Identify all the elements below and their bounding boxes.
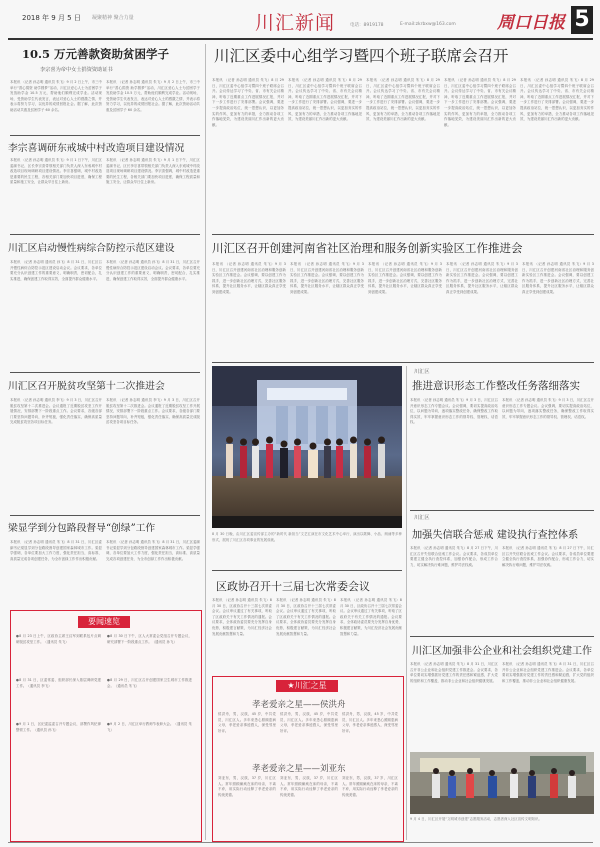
column-divider-right: [406, 366, 407, 840]
kicker-a10: 川汇区: [414, 515, 430, 521]
body-a6-col3: 本报讯 （记者 孙志明 通讯员 朱飞）8 月 29 日，川汇区委中心组学习暨四个班子联席会召开。会议传达学习了中央、省、市有关会议精神，听取了近期重点工作进展情况汇报，并对下一步工作进行了安排部署。会议强调，要进一步提高政治站位，统一思想认识，以更加务实的作风、更加有力的举措，全力推动各项工作落地见效，为建设美丽川汇作出新的更大贡献。: [366, 78, 440, 122]
headline-a7: 川汇区召开创建河南省社区治理和服务创新实验区工作推进会: [212, 241, 523, 255]
body-a11-col1: 本报讯 （记者 孙志明 通讯员 朱飞）8 月 31 日，川汇区召开非公企业和社会组织党建工作推进会。会议要求，各单位要切实增强抓好党建工作的责任感和紧迫感，扩大党的组织和工作覆盖，推动非公企业和社会组织健康发展。: [410, 662, 498, 683]
headline-a4: 川汇区召开脱贫攻坚第十二次推进会: [8, 381, 165, 392]
body-a7-col1: 本报讯 （记者 孙志明 通讯员 朱飞）9 月 3 日，川汇区召开创建河南省社区治理和服务创新实验区工作推进会。会议强调，要以创建工作为抓手，进一步创新社区治理方式，完善社区服务体系，提升社区服务水平，让辖区群众真正享受到创建成果。: [212, 262, 286, 294]
body-a6-col4: 本报讯 （记者 孙志明 通讯员 朱飞）8 月 29 日，川汇区委中心组学习暨四个班子联席会召开。会议传达学习了中央、省、市有关会议精神，听取了近期重点工作进展情况汇报，并对下一步工作进行了安排部署。会议强调，要进一步提高政治站位，统一思想认识，以更加务实的作风、更加有力的举措，全力推动各项工作落地见效，为建设美丽川汇作出新的更大贡献。: [444, 78, 516, 127]
rule-a7: [212, 362, 594, 363]
star-item-2-body-col2: 刘亚东，男，汉族，37 岁，川汇区人。常年照顾瘫痪在床的母亲，不离不弃，用实际行动诠释了孝老爱亲的传统美德。: [280, 776, 338, 797]
body-a7-col4: 本报讯 （记者 孙志明 通讯员 朱飞）9 月 3 日，川汇区召开创建河南省社区治理和服务创新实验区工作推进会。会议强调，要以创建工作为抓手，进一步创新社区治理方式，完善社区服务体系，提升社区服务水平，让辖区群众真正享受到创建成果。: [446, 262, 518, 294]
brief-item: ●8 月 23 日上午，区政协主席王汉军到联系包片点调研脱贫攻坚工作。（通讯员 朱飞）: [16, 634, 101, 644]
header-date: 2018 年 9 月 5 日: [22, 14, 81, 22]
star-item-1-title: 孝老爱亲之星——侯洪舟: [252, 700, 346, 710]
brief-item: ●8 月 29 日，川汇区召开创建国家卫生城市工作推进会。（通讯员 朱飞）: [107, 678, 192, 688]
brief-item: ●8 月 30 日下午，区人大常委会党组召开专题会议，研究部署下一阶段重点工作。（通讯员 孙飞）: [107, 634, 192, 644]
rule-a4: [10, 515, 200, 516]
star-item-1-body-col2: 侯洪舟，男，汉族，45 岁，中共党员，川汇区人。多年来悉心照顾患病父母，孝老爱亲事迹感人，深受邻里好评。: [280, 712, 338, 733]
header-email: E-mail:zkrbxw@163.com: [400, 22, 456, 27]
headline-a3: 川汇区启动慢性病综合防控示范区建设: [8, 243, 175, 254]
rule-a8: [212, 570, 402, 571]
page-number-badge: [571, 6, 593, 34]
body-a8-col2: 本报讯 （记者 孙志明 通讯员 朱飞）8 月 30 日，区政协召开十三届七次常委会议。会议审议通过了有关事项，听取了区政府关于有关工作情况的通报。会议要求，全体政协委员要充分发挥自身优势，积极建言献策，为川汇经济社会发展贡献智慧和力量。: [276, 598, 336, 636]
body-a3-col2: 本报讯 （记者 孙志明 通讯员 孙飞）8 月 31 日，川汇区召开慢性病综合防控示范区建设启动会议。会议要求，各单位要充分认识创建工作的重要意义，明确职责，密切配合，扎实推进，确保创建工作取得实效，全面提升群众健康水平。: [106, 260, 200, 281]
volunteer-photo-graphic: [410, 752, 594, 814]
headline-a11: 川汇区加强非公企业和社会组织党建工作: [412, 646, 592, 657]
body-a2-col1: 本报讯 （记者 孙志明 通讯员 朱飞）9 月 1 日下午，川汇区委副书记、区长李宗喜带领相关部门负责人深入东戒城中村改造项目现场调研项目建设情况。李宗喜强调，城中村改造是重要的民生工程，各相关部门要加快项目进度，确保工程质量和施工安全，让群众早日住上新房。: [10, 158, 102, 185]
rule-a3: [10, 372, 200, 373]
stage-performance-photo: [212, 366, 402, 528]
body-a10-col2: 本报讯 （记者 孙志明 通讯员 朱飞）8 月 27 日下午，川汇区召开失信联合惩戒工作会议。会议要求，各成员单位要建立健全执行查控体系，加强协作配合，形成工作合力，切实解决执行难问题，维护司法权威。: [502, 546, 594, 567]
body-a2-col2: 本报讯 （记者 孙志明 通讯员 朱飞）9 月 1 日下午，川汇区委副书记、区长李宗喜带领相关部门负责人深入东戒城中村改造项目现场调研项目建设情况。李宗喜强调，城中村改造是重要的民生工程，各相关部门要加快项目进度，确保工程质量和施工安全，让群众早日住上新房。: [106, 158, 200, 185]
brief-item: ●8 月 31 日，区委常委、组织部长深入基层调研党建工作。（通讯员 李飞）: [16, 678, 101, 688]
star-item-2-body-col1: 刘亚东，男，汉族，37 岁，川汇区人。常年照顾瘫痪在床的母亲，不离不弃，用实际行动诠释了孝老爱亲的传统美德。: [218, 776, 276, 797]
stage-photo-caption: 8 月 30 日晚，由川汇区委宣传部主办的“新时代 新担当”文艺汇演在市文化艺术中心举行，演出以歌舞、小品、朗诵等多种形式，展现了川汇区各项事业的发展成就。: [212, 532, 402, 542]
header-slogan: 凝聚精神 聚合力量: [92, 15, 134, 21]
rule-a10: [410, 636, 594, 637]
body-a8-col3: 本报讯 （记者 孙志明 通讯员 朱飞）8 月 30 日，区政协召开十三届七次常委会议。会议审议通过了有关事项，听取了区政府关于有关工作情况的通报。会议要求，全体政协委员要充分发挥自身优势，积极建言献策，为川汇经济社会发展贡献智慧和力量。: [340, 598, 402, 636]
star-item-2-body-col3: 刘亚东，男，汉族，37 岁，川汇区人。常年照顾瘫痪在床的母亲，不离不弃，用实际行动诠释了孝老爱亲的传统美德。: [342, 776, 398, 797]
rule-a6: [212, 234, 594, 235]
body-a3-col1: 本报讯 （记者 孙志明 通讯员 孙飞）8 月 31 日，川汇区召开慢性病综合防控示范区建设启动会议。会议要求，各单位要充分认识创建工作的重要意义，明确职责，密切配合，扎实推进，确保创建工作取得实效，全面提升群众健康水平。: [10, 260, 102, 281]
star-item-1-body-col1: 侯洪舟，男，汉族，45 岁，中共党员，川汇区人。多年来悉心照顾患病父母，孝老爱亲事迹感人，深受邻里好评。: [218, 712, 276, 733]
body-a5-col2: 本报讯 （记者 孙志明 通讯员 朱飞）8 月 31 日，川汇区委副书记梁显学到分包路段督导创建国家森林城市工作。梁显学强调，各单位要加大工作力度，强化责任担当，高标准、高质量完成各项创建任务，为全市创绿工作作出积极贡献。: [106, 540, 200, 561]
column-divider: [205, 44, 206, 840]
headline-a1: 10.5 万元善款资助贫困学子: [22, 47, 170, 61]
star-label: ★川汇之星: [276, 680, 338, 692]
body-a1-col1: 本报讯 （记者 孙志明 通讯员 朱飞）9 月 2 日上午，市三中举行“善心捐资 助学圆梦”活动，川汇区爱心人士为贫困学子发放助学金 10.5 万元，帮助他们顺利完成学业。活动现场，受资助学生代表发言，表达对爱心人士的感激之情，并表示将努力学习，以优异的成绩回报社会。据了解，此次资助活动共惠及贫困学子 60 余名。: [10, 80, 102, 112]
body-a6-col1: 本报讯 （记者 孙志明 通讯员 朱飞）8 月 29 日，川汇区委中心组学习暨四个班子联席会召开。会议传达学习了中央、省、市有关会议精神，听取了近期重点工作进展情况汇报，并对下一步工作进行了安排部署。会议强调，要进一步提高政治站位，统一思想认识，以更加务实的作风、更加有力的举措，全力推动各项工作落地见效，为建设美丽川汇作出新的更大贡献。: [212, 78, 284, 127]
briefs-label: 要闻速览: [78, 616, 130, 628]
kicker-a9: 川汇区: [414, 369, 430, 375]
page-number: 5: [574, 7, 590, 32]
section-title: 川汇新闻: [255, 12, 336, 34]
subtitle-a1: 李宗喜为帝中女士捐资资助证书: [40, 67, 113, 73]
body-a6-col2: 本报讯 （记者 孙志明 通讯员 朱飞）8 月 29 日，川汇区委中心组学习暨四个班子联席会召开。会议传达学习了中央、省、市有关会议精神，听取了近期重点工作进展情况汇报，并对下一步工作进行了安排部署。会议强调，要进一步提高政治站位，统一思想认识，以更加务实的作风、更加有力的举措，全力推动各项工作落地见效，为建设美丽川汇作出新的更大贡献。: [288, 78, 362, 122]
header-phone: 电话：8919178: [350, 23, 384, 28]
rule-a1: [10, 135, 200, 136]
body-a7-col3: 本报讯 （记者 孙志明 通讯员 朱飞）9 月 3 日，川汇区召开创建河南省社区治理和服务创新实验区工作推进会。会议强调，要以创建工作为抓手，进一步创新社区治理方式，完善社区服务体系，提升社区服务水平，让辖区群众真正享受到创建成果。: [368, 262, 442, 294]
rule-a9: [410, 510, 594, 511]
body-a4-col1: 本报讯 （记者 孙志明 通讯员 李飞）9 月 3 日，川汇区召开脱贫攻坚第十二次推进会。会议通报了近期脱贫攻坚工作开展情况，安排部署下一阶段重点工作。会议要求，各级各部门要坚持问题导向，补齐短板，强化责任落实，确保高质量完成脱贫攻坚各项目标任务。: [10, 398, 102, 425]
body-a1-col2: 本报讯 （记者 孙志明 通讯员 朱飞）9 月 2 日上午，市三中举行“善心捐资 助学圆梦”活动，川汇区爱心人士为贫困学子发放助学金 10.5 万元，帮助他们顺利完成学业。活动现场，受资助学生代表发言，表达对爱心人士的感激之情，并表示将努力学习，以优异的成绩回报社会。据了解，此次资助活动共惠及贫困学子 60 余名。: [106, 80, 200, 112]
body-a6-col5: 本报讯 （记者 孙志明 通讯员 朱飞）8 月 29 日，川汇区委中心组学习暨四个班子联席会召开。会议传达学习了中央、省、市有关会议精神，听取了近期重点工作进展情况汇报，并对下一步工作进行了安排部署。会议强调，要进一步提高政治站位，统一思想认识，以更加务实的作风、更加有力的举措，全力推动各项工作落地见效，为建设美丽川汇作出新的更大贡献。: [520, 78, 594, 122]
masthead-rule: [8, 38, 593, 40]
body-a9-col2: 本报讯 （记者 孙志明 通讯员 朱飞）9 月 3 日，川汇区召开意识形态工作专题会议。会议强调，要切实提高政治站位，以问题为导向，逐项落实整改任务，确保整改工作取得实效，牢牢掌握意识形态工作的领导权、管理权、话语权。: [502, 398, 594, 419]
page-bottom-rule: [8, 842, 593, 843]
volunteer-activity-photo: [410, 752, 594, 814]
body-a7-col5: 本报讯 （记者 孙志明 通讯员 朱飞）9 月 3 日，川汇区召开创建河南省社区治理和服务创新实验区工作推进会。会议强调，要以创建工作为抓手，进一步创新社区治理方式，完善社区服务体系，提升社区服务水平，让辖区群众真正享受到创建成果。: [522, 262, 594, 294]
body-a11-col2: 本报讯 （记者 孙志明 通讯员 朱飞）8 月 31 日，川汇区召开非公企业和社会组织党建工作推进会。会议要求，各单位要切实增强抓好党建工作的责任感和紧迫感，扩大党的组织和工作覆盖，推动非公企业和社会组织健康发展。: [502, 662, 594, 683]
body-a8-col1: 本报讯 （记者 孙志明 通讯员 朱飞）8 月 30 日，区政协召开十三届七次常委会议。会议审议通过了有关事项，听取了区政府关于有关工作情况的通报。会议要求，全体政协委员要充分发挥自身优势，积极建言献策，为川汇经济社会发展贡献智慧和力量。: [212, 598, 272, 636]
stage-photo-graphic: [212, 366, 402, 528]
star-item-2-title: 孝老爱亲之星——刘亚东: [252, 764, 346, 774]
headline-a9: 推进意识形态工作整改任务落细落实: [412, 380, 580, 392]
headline-a5: 梁显学到分包路段督导“创绿”工作: [8, 523, 156, 534]
body-a9-col1: 本报讯 （记者 孙志明 通讯员 朱飞）9 月 3 日，川汇区召开意识形态工作专题会议。会议强调，要切实提高政治站位，以问题为导向，逐项落实整改任务，确保整改工作取得实效，牢牢掌握意识形态工作的领导权、管理权、话语权。: [410, 398, 498, 425]
body-a10-col1: 本报讯 （记者 孙志明 通讯员 朱飞）8 月 27 日下午，川汇区召开失信联合惩戒工作会议。会议要求，各成员单位要建立健全执行查控体系，加强协作配合，形成工作合力，切实解决执行难问题，维护司法权威。: [410, 546, 498, 567]
body-a4-col2: 本报讯 （记者 孙志明 通讯员 李飞）9 月 3 日，川汇区召开脱贫攻坚第十二次推进会。会议通报了近期脱贫攻坚工作开展情况，安排部署下一阶段重点工作。会议要求，各级各部门要坚持问题导向，补齐短板，强化责任落实，确保高质量完成脱贫攻坚各项目标任务。: [106, 398, 200, 425]
headline-a8: 区政协召开十三届七次常委会议: [216, 580, 370, 593]
briefs-list: [16, 634, 196, 766]
volunteer-photo-caption: 9 月 4 日，川汇区开展“文明城市创建”志愿服务活动，志愿者深入社区宣传文明知识。: [410, 817, 542, 821]
newspaper-logo: 周口日报: [497, 13, 565, 33]
headline-a10: 加强失信联合惩戒 建设执行查控体系: [412, 530, 579, 541]
brief-item: ●9 月 1 日，区纪委监委召开专题会议，部署作风纪律整顿工作。（通讯员 孙飞）: [16, 722, 101, 732]
brief-item: ●9 月 2 日，川汇区举行教师节表彰大会。（通讯员 朱飞）: [107, 722, 192, 732]
body-a7-col2: 本报讯 （记者 孙志明 通讯员 朱飞）9 月 3 日，川汇区召开创建河南省社区治理和服务创新实验区工作推进会。会议强调，要以创建工作为抓手，进一步创新社区治理方式，完善社区服务体系，提升社区服务水平，让辖区群众真正享受到创建成果。: [290, 262, 364, 294]
headline-a6: 川汇区委中心组学习暨四个班子联席会召开: [214, 47, 509, 65]
body-a5-col1: 本报讯 （记者 孙志明 通讯员 朱飞）8 月 31 日，川汇区委副书记梁显学到分包路段督导创建国家森林城市工作。梁显学强调，各单位要加大工作力度，强化责任担当，高标准、高质量完成各项创建任务，为全市创绿工作作出积极贡献。: [10, 540, 102, 561]
star-item-1-body-col3: 侯洪舟，男，汉族，45 岁，中共党员，川汇区人。多年来悉心照顾患病父母，孝老爱亲事迹感人，深受邻里好评。: [342, 712, 398, 733]
rule-a2: [10, 234, 200, 235]
headline-a2: 李宗喜调研东戒城中村改造项目建设情况: [8, 143, 185, 154]
